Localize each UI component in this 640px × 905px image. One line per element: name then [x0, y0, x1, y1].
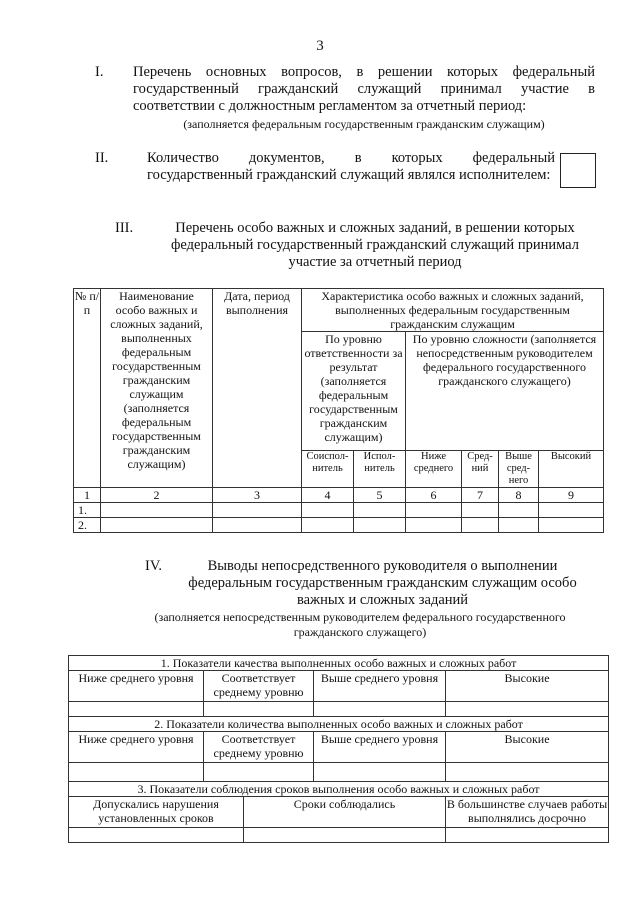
table-cell[interactable] [101, 503, 213, 518]
section-i [95, 64, 595, 133]
table-cell[interactable] [499, 503, 539, 518]
table-cell[interactable] [446, 828, 609, 843]
section-iii-roman: III. [115, 220, 134, 236]
col-characteristics-header: Характеристика особо важных и сложных заданий, выполненных федеральным государственным гражданским служащим [302, 289, 604, 332]
tasks-table [73, 288, 604, 533]
page-number: 3 [316, 38, 324, 54]
quality-values-row [69, 702, 609, 717]
column-numbers-row [74, 488, 604, 503]
sub-executor-header: Соиспол-нитель [302, 451, 354, 488]
level-above-label: Выше среднего уровня [314, 671, 446, 702]
col-date-header: Дата, период выполнения [213, 289, 302, 488]
section-iv-text: Выводы непосредственного руководителя о выполнении федеральным государственным гражданским служащим особо важных и сложных заданий [188, 558, 577, 608]
table-cell[interactable] [406, 503, 462, 518]
col-num-header: № п/п [74, 289, 101, 488]
table-cell[interactable] [213, 518, 302, 533]
column-number: 2 [101, 488, 213, 503]
section-iv-roman: IV. [145, 558, 163, 574]
section-iv-note: (заполняется непосредственным руководителем федерального государственного гражданского служащего) [154, 610, 566, 639]
table-cell[interactable] [204, 763, 314, 782]
table-cell[interactable] [204, 702, 314, 717]
table-cell[interactable] [314, 763, 446, 782]
table-cell[interactable] [446, 702, 609, 717]
level-below-label: Ниже среднего уровня [69, 671, 204, 702]
table-cell[interactable] [244, 828, 446, 843]
level-high-label: Высокие [446, 671, 609, 702]
table-cell[interactable] [213, 503, 302, 518]
section-i-roman: I. [95, 64, 104, 80]
sub-high-header: Высокий [539, 451, 604, 488]
column-number: 1 [74, 488, 101, 503]
column-number: 3 [213, 488, 302, 503]
row-number: 1. [74, 503, 101, 518]
table-cell[interactable] [462, 518, 499, 533]
sub-above-header: Выше сред-него [499, 451, 539, 488]
section-iv [145, 558, 585, 640]
table-cell[interactable] [302, 503, 354, 518]
section-iii [115, 220, 595, 271]
section-iii-text: Перечень особо важных и сложных заданий, в решении которых федеральный государственный гражданский служащий принимал участие за отчетный период [171, 220, 579, 270]
section-i-note: (заполняется федеральным государственным гражданским служащим) [183, 117, 545, 131]
table-cell[interactable] [314, 702, 446, 717]
quantity-values-row [69, 763, 609, 782]
level-above-label: Выше среднего уровня [314, 732, 446, 763]
deadline-early-label: В большинстве случаев работы выполнялись досрочно [446, 797, 609, 828]
level-average-label: Соответствует среднему уровню [204, 732, 314, 763]
sub-average-header: Сред-ний [462, 451, 499, 488]
sub-below-header: Ниже среднего [406, 451, 462, 488]
table-row [74, 503, 604, 518]
section-i-text: Перечень основных вопросов, в решении которых федеральный государственный гражданский служащий принимал участие в соответствии с должностным регламентом за отчетный период: [133, 64, 595, 114]
col-responsibility-header: По уровню ответственности за результат (заполняется федеральным государственным гражданским служащим) [302, 332, 406, 451]
col-name-header: Наименование особо важных и сложных заданий, выполненных федеральным государственным гражданским служащим (заполняется федеральным государственным гражданским служащим) [101, 289, 213, 488]
section-ii-roman: II. [95, 150, 109, 166]
section-ii [95, 150, 555, 184]
table-cell[interactable] [354, 518, 406, 533]
row-number: 2. [74, 518, 101, 533]
documents-count-box[interactable] [560, 153, 596, 188]
table-cell[interactable] [69, 763, 204, 782]
table-cell[interactable] [302, 518, 354, 533]
table-cell[interactable] [69, 828, 244, 843]
column-number: 8 [499, 488, 539, 503]
column-number: 6 [406, 488, 462, 503]
table-cell[interactable] [539, 503, 604, 518]
table-cell[interactable] [539, 518, 604, 533]
level-high-label: Высокие [446, 732, 609, 763]
table-cell[interactable] [446, 763, 609, 782]
quality-levels-row [69, 671, 609, 702]
table-cell[interactable] [462, 503, 499, 518]
level-below-label: Ниже среднего уровня [69, 732, 204, 763]
table-cell[interactable] [69, 702, 204, 717]
deadline-group-title: 3. Показатели соблюдения сроков выполнения особо важных и сложных работ [69, 782, 609, 797]
results-table [68, 655, 609, 843]
sub-performer-header: Испол-нитель [354, 451, 406, 488]
table-cell[interactable] [499, 518, 539, 533]
deadline-violated-label: Допускались нарушения установленных сроков [69, 797, 244, 828]
column-number: 7 [462, 488, 499, 503]
quantity-group-title: 2. Показатели количества выполненных особо важных и сложных работ [69, 717, 609, 732]
section-ii-text: Количество документов, в которых федеральный государственный гражданский служащий являлся исполнителем: [147, 150, 555, 183]
level-average-label: Соответствует среднему уровню [204, 671, 314, 702]
column-number: 5 [354, 488, 406, 503]
deadline-met-label: Сроки соблюдались [244, 797, 446, 828]
column-number: 9 [539, 488, 604, 503]
quantity-levels-row [69, 732, 609, 763]
col-complexity-header: По уровню сложности (заполняется непосредственным руководителем федерального государственного гражданского служащего) [406, 332, 604, 451]
deadline-options-row [69, 797, 609, 828]
table-cell[interactable] [101, 518, 213, 533]
table-row [74, 518, 604, 533]
table-cell[interactable] [354, 503, 406, 518]
column-number: 4 [302, 488, 354, 503]
quality-group-title: 1. Показатели качества выполненных особо важных и сложных работ [69, 656, 609, 671]
deadline-values-row [69, 828, 609, 843]
table-cell[interactable] [406, 518, 462, 533]
